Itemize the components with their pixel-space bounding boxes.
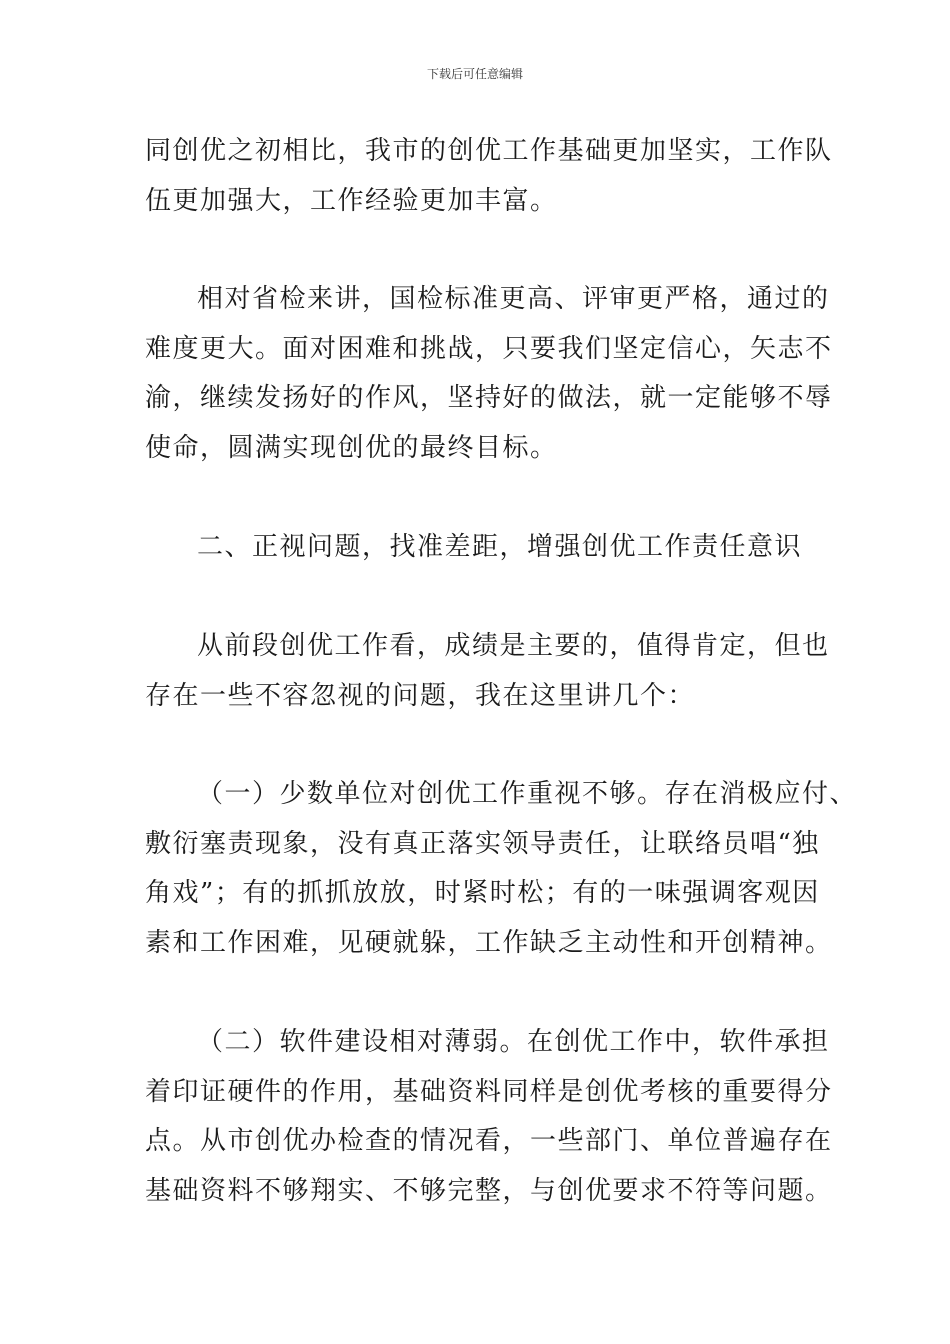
text-line: 使命，圆满实现创优的最终目标。	[145, 432, 558, 463]
text-line: 敷衍塞责现象，没有真正落实领导责任，让联络员唱“独	[145, 828, 820, 859]
text-line: 难度更大。面对困难和挑战，只要我们坚定信心，矢志不	[145, 333, 833, 364]
text-line: （一）少数单位对创优工作重视不够。存在消极应付、	[197, 779, 858, 809]
section-heading	[145, 523, 845, 573]
paragraph-1	[145, 127, 845, 226]
text-line: 点。从市创优办检查的情况看，一些部门、单位普遍存在	[145, 1126, 833, 1156]
paragraph-5	[145, 1018, 845, 1216]
text-line: 渝，继续发扬好的作风，坚持好的做法，就一定能够不辱	[145, 383, 833, 413]
text-line: 从前段创优工作看，成绩是主要的，值得肯定，但也	[197, 631, 830, 661]
text-line: 同创优之初相比，我市的创优工作基础更加坚实，工作队	[145, 136, 833, 166]
paragraph-4	[145, 770, 858, 968]
text-line: 素和工作困难，见硬就躲，工作缺乏主动性和开创精神。	[145, 927, 833, 958]
paragraph-2	[145, 275, 845, 473]
text-line: 相对省检来讲，国检标准更高、评审更严格，通过的	[197, 284, 830, 314]
text-line: 着印证硬件的作用，基础资料同样是创优考核的重要得分	[145, 1076, 833, 1107]
text-line: 伍更加强大，工作经验更加丰富。	[145, 185, 558, 216]
heading-line: 二、正视问题，找准差距，增强创优工作责任意识	[197, 532, 803, 562]
text-line: 基础资料不够翔实、不够完整，与创优要求不符等问题。	[145, 1175, 833, 1206]
text-line: 存在一些不容忽视的问题，我在这里讲几个：	[145, 680, 696, 711]
text-line: 角戏”；有的抓抓放放，时紧时松；有的一味强调客观因	[145, 878, 820, 908]
paragraph-3	[145, 622, 845, 721]
page-header: 下载后可任意编辑	[426, 67, 523, 81]
text-line: （二）软件建设相对薄弱。在创优工作中，软件承担	[197, 1027, 830, 1057]
